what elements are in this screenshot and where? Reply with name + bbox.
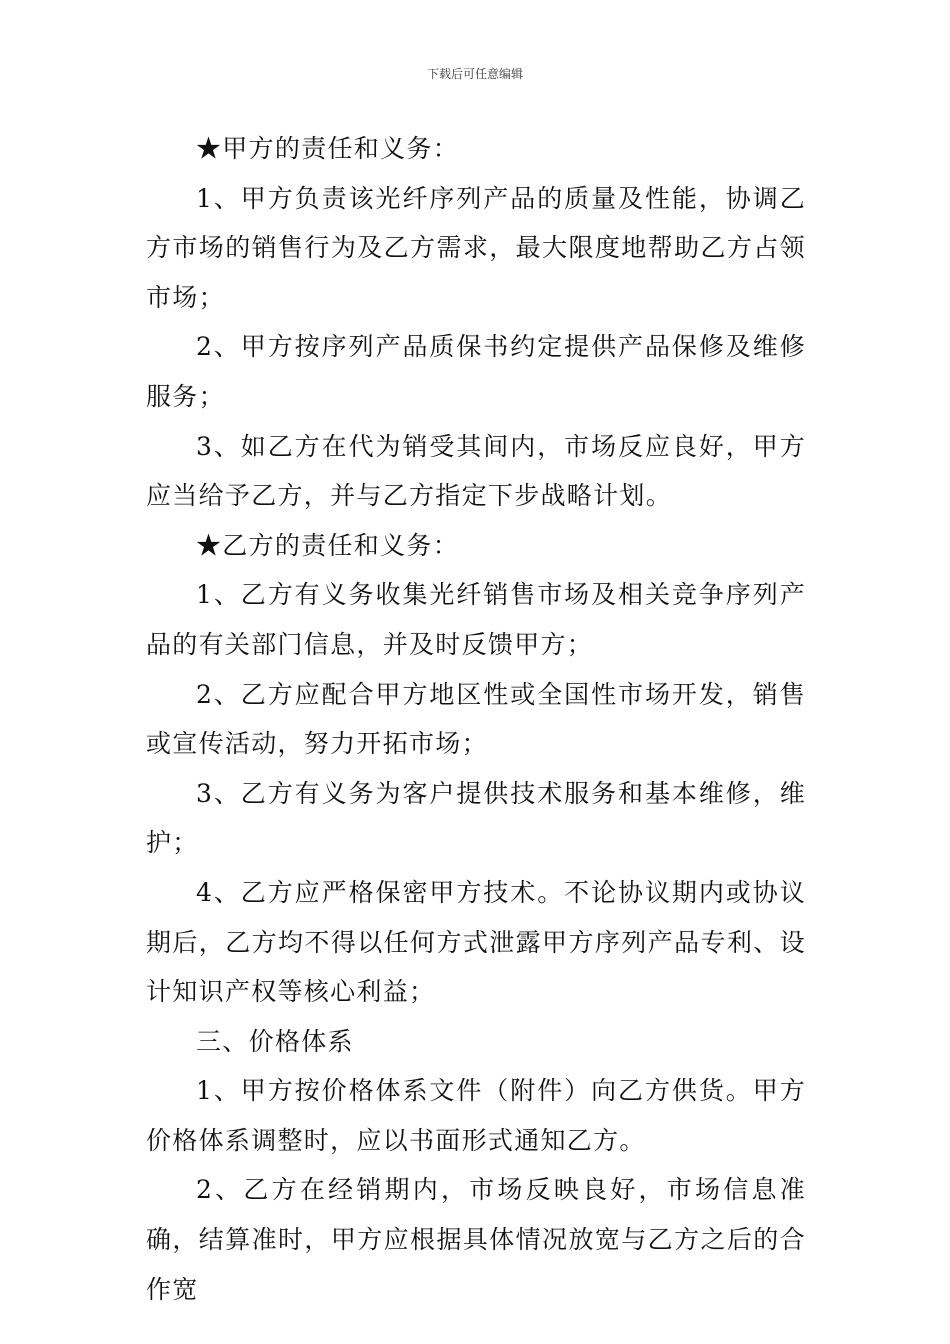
- page-header: 下载后可任意编辑: [426, 67, 523, 81]
- party-a-heading: ★甲方的责任和义务：: [196, 134, 460, 163]
- party-b-duty-3: 3、乙方有义务为客户提供技术服务和基本维修，维护；: [146, 778, 806, 858]
- party-a-duty-1: 1、甲方负责该光纤序列产品的质量及性能，协调乙方市场的销售行为及乙方需求，最大限度地帮助乙方占领市场；: [146, 183, 806, 312]
- party-b-duty-4: 4、乙方应严格保密甲方技术。不论协议期内或协议期后，乙方均不得以任何方式泄露甲方序列产品专利、设计知识产权等核心利益；: [146, 877, 806, 1007]
- price-system-heading: 三、价格体系: [196, 1026, 354, 1056]
- party-a-duty-2: 2、甲方按序列产品质保书约定提供产品保修及维修服务；: [146, 332, 806, 411]
- party-b-duty-2: 2、乙方应配合甲方地区性或全国性市场开发，销售或宣传活动，努力开拓市场；: [146, 679, 806, 759]
- document-body: [146, 124, 806, 1314]
- party-b-duty-1: 1、乙方有义务收集光纤销售市场及相关竞争序列产品的有关部门信息，并及时反馈甲方；: [146, 580, 806, 659]
- party-b-heading: ★乙方的责任和义务：: [196, 530, 460, 560]
- price-clause-2: 2、乙方在经销期内，市场反映良好，市场信息准确，结算准时，甲方应根据具体情况放宽与乙方之后的合作宽: [146, 1175, 806, 1304]
- price-clause-1: 1、甲方按价格体系文件（附件）向乙方供货。甲方价格体系调整时，应以书面形式通知乙方。: [146, 1076, 806, 1155]
- party-a-duty-3: 3、如乙方在代为销受其间内，市场反应良好，甲方应当给予乙方，并与乙方指定下步战略计划。: [146, 431, 806, 511]
